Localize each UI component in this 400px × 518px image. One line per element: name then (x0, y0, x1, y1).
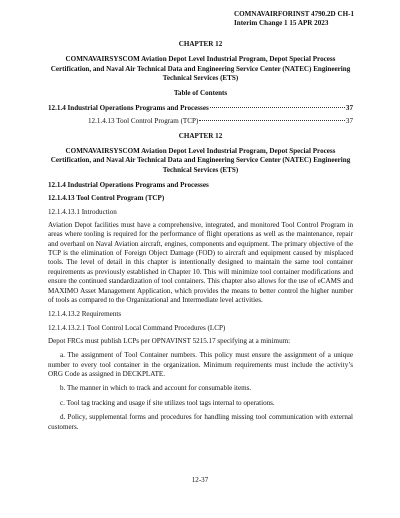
document-header (234, 10, 354, 29)
body-paragraph: Aviation Depot facilities must have a comprehensive, integrated, and monitored Tool Control Program in areas where tooling is required for the performance of flight operations as well as the maintenance, repair and overhaul on Naval Aviation aircraft, engines, components and equipment. The primary objective of the TCP is the elimination of Foreign Object Damage (FOD) to aircraft and equipment caused by misplaced tools. The level of detail in this chapter is intentionally designed to maintain the same tool container requirements as previously established in Chapter 10. This will minimize tool container modifications and ensure the continued standardization of tool containers. This chapter also allows for the use of eCAMS and MAXIMO Asset Management Application, which provides the means to better control the higher number of tools as compared to the Organizational and Intermediate level activities. (48, 221, 353, 304)
toc-entry-label: 12.1.4.13 Tool Control Program (TCP) (88, 117, 199, 126)
toc-entry-page: 37 (345, 117, 353, 126)
subsection-heading: 12.1.4.13.2.1 Tool Control Local Command Procedures (LCP) (48, 323, 226, 332)
program-title: COMNAVAIRSYSCOM Aviation Depot Level Industrial Program, Depot Special Process Certification, and Naval Air Technical Data and Engineering Service Center (NATEC) Engineering Technical Services (ETS) (50, 146, 351, 174)
list-item: c. Tool tag tracking and usage if site utilizes tool tags internal to operations. (60, 398, 275, 407)
section-heading: 12.1.4.13 Tool Control Program (TCP) (48, 194, 165, 203)
section-heading: 12.1.4 Industrial Operations Programs and Processes (48, 180, 209, 189)
instruction-number: COMNAVAIRFORINST 4790.2D CH-1 (233, 10, 354, 18)
toc-entry[interactable] (48, 104, 353, 113)
subsection-heading: 12.1.4.13.2 Requirements (48, 310, 122, 319)
chapter-heading: CHAPTER 12 (178, 131, 223, 140)
subsection-heading: 12.1.4.13.1 Introduction (48, 207, 117, 216)
page-content (48, 40, 353, 437)
page-number: 12-37 (191, 476, 209, 484)
toc-leader-dots (199, 120, 345, 121)
list-item: d. Policy, supplemental forms and procedures for handling missing tool communication with external customers. (48, 413, 353, 431)
body-paragraph: Depot FRCs must publish LCPs per OPNAVINST 5215.17 specifying at a minimum: (48, 336, 291, 345)
list-item: b. The manner in which to track and account for consumable items. (60, 384, 252, 393)
toc-entry-page: 37 (345, 103, 353, 112)
toc-title: Table of Contents (173, 89, 228, 98)
toc-entry-label: 12.1.4 Industrial Operations Programs and Processes (48, 103, 209, 112)
interim-change-date: Interim Change 1 15 APR 2023 (233, 19, 329, 28)
toc-leader-dots (210, 107, 345, 108)
list-item: a. The assignment of Tool Container numbers. This policy must ensure the assignment of a unique number to every tool container in the organization. Minimum requirements must include the activity’s ORG Code as assigned in DECKPLATE. (48, 351, 353, 379)
chapter-heading: CHAPTER 12 (178, 40, 223, 48)
program-title: COMNAVAIRSYSCOM Aviation Depot Level Industrial Program, Depot Special Process Certification, and Naval Air Technical Data and Engineering Service Center (NATEC) Engineering Technical Services (ETS) (50, 55, 351, 83)
toc-entry[interactable] (48, 117, 353, 126)
